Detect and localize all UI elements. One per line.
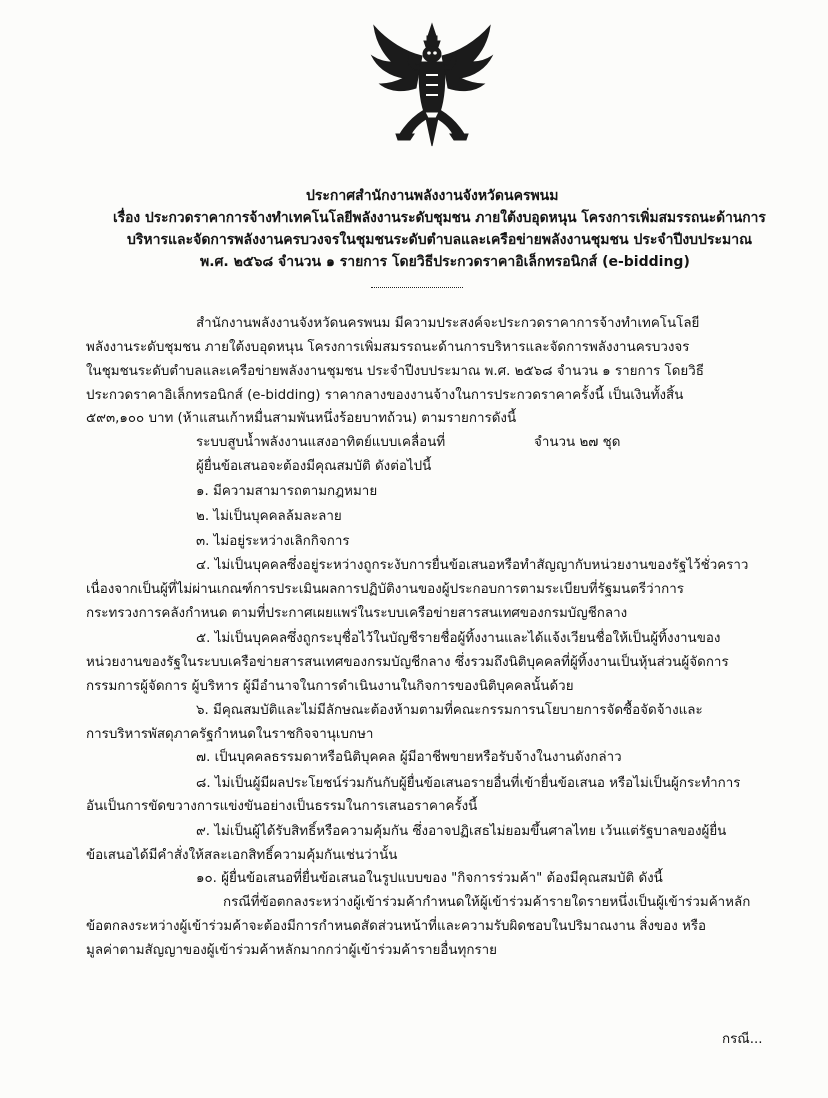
qualification-8-line-2: อันเป็นการขัดขวางการแข่งขันอย่างเป็นธรรมในการเสนอราคาครั้งนี้ <box>86 799 478 814</box>
qualification-5-line-1: ๕. ไม่เป็นบุคคลซึ่งถูกระบุชื่อไว้ในบัญชีรายชื่อผู้ทิ้งงานและได้แจ้งเวียนชื่อให้เป็นผู้ทิ้งงานของ <box>196 631 721 646</box>
qualification-3: ๓. ไม่อยู่ระหว่างเลิกกิจการ <box>196 534 350 549</box>
subject-line-3: พ.ศ. ๒๕๖๘ จำนวน ๑ รายการ โดยวิธีประกวดราคาอิเล็กทรอนิกส์ (e-bidding) <box>200 254 690 270</box>
qualification-5-line-2: หน่วยงานของรัฐในระบบเครือข่ายสารสนเทศของกรมบัญชีกลาง ซึ่งรวมถึงนิติบุคคลที่ผู้ทิ้งงานเป็นหุ้นส่วนผู้จัดการ <box>86 655 729 670</box>
joint-venture-line-3: มูลค่าตามสัญญาของผู้เข้าร่วมค้าหลักมากกว่าผู้เข้าร่วมค้ารายอื่นทุกราย <box>86 943 498 958</box>
announcement-title: ประกาศสำนักงานพลังงานจังหวัดนครพนม <box>306 188 559 204</box>
qualification-9-line-1: ๙. ไม่เป็นผู้ได้รับสิทธิ์หรือความคุ้มกัน ซึ่งอาจปฏิเสธไม่ยอมขึ้นศาลไทย เว้นแต่รัฐบาลของผู้ยื่น <box>196 824 727 839</box>
item-name: ระบบสูบน้ำพลังงานแสงอาทิตย์แบบเคลื่อนที่ <box>196 435 446 450</box>
qualification-5-line-3: กรรมการผู้จัดการ ผู้บริหาร ผู้มีอำนาจในการดำเนินงานในกิจการของนิติบุคคลนั้นด้วย <box>86 679 574 694</box>
intro-line-3: ในชุมชนระดับตำบลและเครือข่ายพลังงานชุมชน ประจำปีงบประมาณ พ.ศ. ๒๕๖๘ จำนวน ๑ รายการ โดยวิธี <box>86 364 704 379</box>
joint-venture-line-1: กรณีที่ข้อตกลงระหว่างผู้เข้าร่วมค้ากำหนดให้ผู้เข้าร่วมค้ารายใดรายหนึ่งเป็นผู้เข้าร่วมค้าหลัก <box>223 895 751 910</box>
qualification-10: ๑๐. ผู้ยื่นข้อเสนอที่ยื่นข้อเสนอในรูปแบบของ "กิจการร่วมค้า" ต้องมีคุณสมบัติ ดังนี้ <box>196 871 663 886</box>
qualification-2: ๒. ไม่เป็นบุคคลล้มละลาย <box>196 509 342 524</box>
subject-line-2: บริหารและจัดการพลังงานครบวงจรในชุมชนระดับตำบลและเครือข่ายพลังงานชุมชน ประจำปีงบประมาณ <box>127 232 753 248</box>
qualification-4-line-2: เนื่องจากเป็นผู้ที่ไม่ผ่านเกณฑ์การประเมินผลการปฏิบัติงานของผู้ประกอบการตามระเบียบที่รัฐมนตรีว่าการ <box>86 582 684 597</box>
garuda-emblem <box>366 22 498 148</box>
continuation-marker: กรณี... <box>722 1032 763 1047</box>
intro-line-1: สำนักงานพลังงานจังหวัดนครพนม มีความประสงค์จะประกวดราคาการจ้างทำเทคโนโลยี <box>196 316 700 331</box>
qualification-1: ๑. มีความสามารถตามกฎหมาย <box>196 484 378 499</box>
intro-line-4: ประกวดราคาอิเล็กทรอนิกส์ (e-bidding) ราคากลางของงานจ้างในการประกวดราคาครั้งนี้ เป็นเงินทั้งสิ้น <box>86 388 684 403</box>
qualification-4-line-3: กระทรวงการคลังกำหนด ตามที่ประกาศเผยแพร่ในระบบเครือข่ายสารสนเทศของกรมบัญชีกลาง <box>86 606 628 621</box>
qualification-4-line-1: ๔. ไม่เป็นบุคคลซึ่งอยู่ระหว่างถูกระงับการยื่นข้อเสนอหรือทำสัญญากับหน่วยงานของรัฐไว้ชั่วคราว <box>196 558 749 573</box>
qualification-6-line-2: การบริหารพัสดุภาครัฐกำหนดในราชกิจจานุเบกษา <box>86 727 374 742</box>
intro-line-2: พลังงานระดับชุมชน ภายใต้งบอุดหนุน โครงการเพิ่มสมรรถนะด้านการบริหารและจัดการพลังงานครบวงจร <box>86 340 690 355</box>
qualification-9-line-2: ข้อเสนอได้มีคำสั่งให้สละเอกสิทธิ์ความคุ้มกันเช่นว่านั้น <box>86 848 398 863</box>
joint-venture-line-2: ข้อตกลงระหว่างผู้เข้าร่วมค้าจะต้องมีการกำหนดสัดส่วนหน้าที่และความรับผิดชอบในปริมาณงาน สิ่งของ หรือ <box>86 919 707 934</box>
qualification-intro: ผู้ยื่นข้อเสนอจะต้องมีคุณสมบัติ ดังต่อไปนี้ <box>196 459 432 474</box>
qualification-6-line-1: ๖. มีคุณสมบัติและไม่มีลักษณะต้องห้ามตามที่คณะกรรมการนโยบายการจัดซื้อจัดจ้างและ <box>196 703 703 718</box>
qualification-7: ๗. เป็นบุคคลธรรมดาหรือนิติบุคคล ผู้มีอาชีพขายหรือรับจ้างในงานดังกล่าว <box>196 750 622 765</box>
item-quantity: จำนวน ๒๗ ชุด <box>534 435 621 450</box>
intro-line-5: ๕๙๓,๑๐๐ บาท (ห้าแสนเก้าหมื่นสามพันหนึ่งร้อยบาทถ้วน) ตามรายการดังนี้ <box>86 411 517 426</box>
subject-line-1: เรื่อง ประกวดราคาการจ้างทำเทคโนโลยีพลังงานระดับชุมชน ภายใต้งบอุดหนุน โครงการเพิ่มสมรรถนะด้านการ <box>113 210 766 226</box>
header-divider <box>371 287 463 288</box>
qualification-8-line-1: ๘. ไม่เป็นผู้มีผลประโยชน์ร่วมกันกับผู้ยื่นข้อเสนอรายอื่นที่เข้ายื่นข้อเสนอ หรือไม่เป็นผู้กระทำการ <box>196 776 741 791</box>
